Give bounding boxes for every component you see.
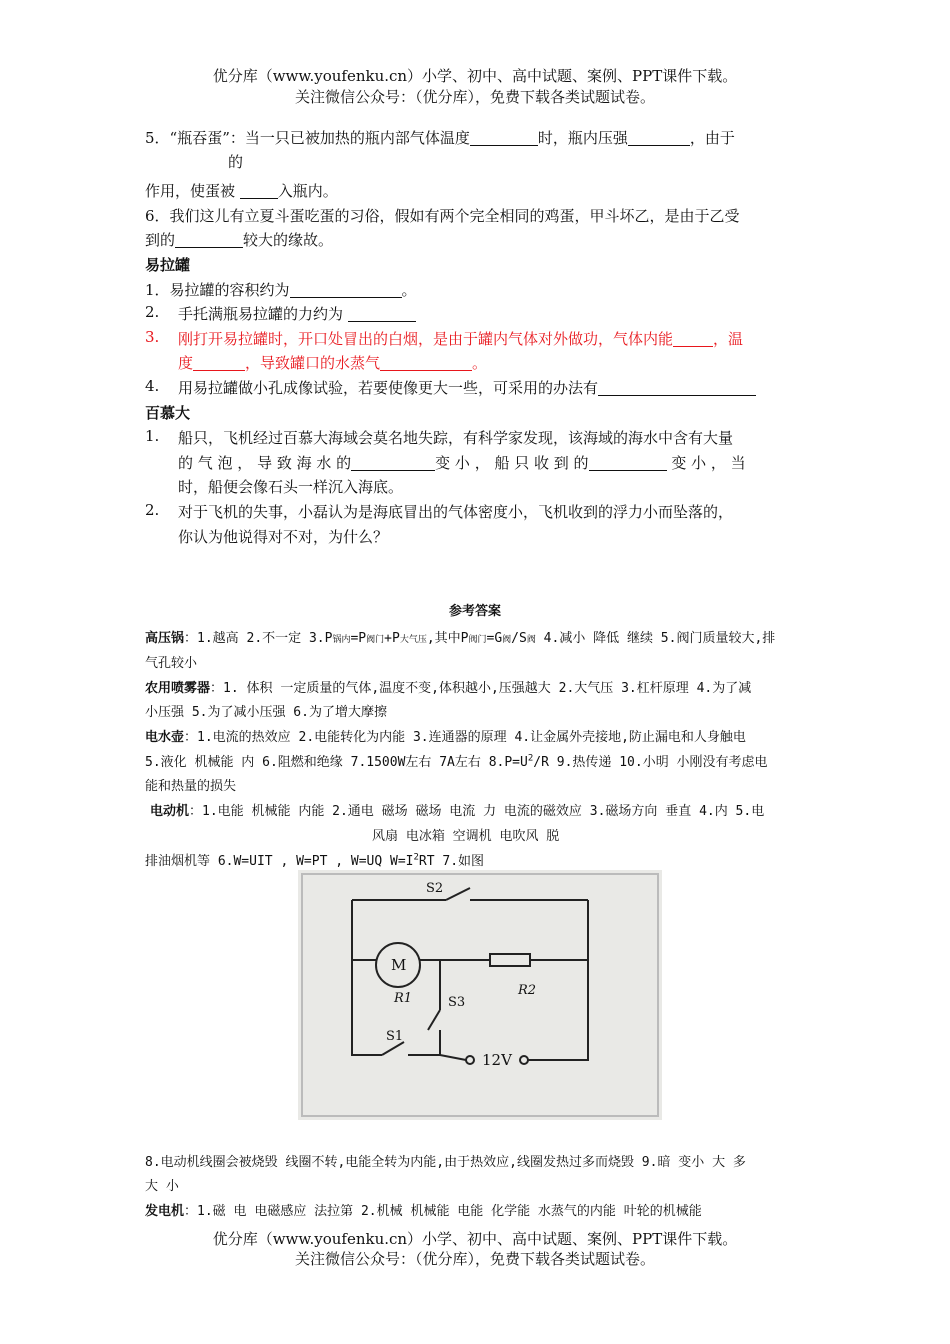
section-title-can: 易拉罐 — [145, 256, 191, 274]
answer-kettle-cont-2: 能和热量的损失 — [145, 779, 237, 794]
can-q2 — [178, 303, 416, 324]
blank — [240, 182, 278, 199]
bermuda-q2-a: 对于飞机的失事，小磊认为是海底冒出的气体密度小，飞机收到的浮力小而坠落的， — [178, 503, 734, 521]
ans-text: ：1.磁 电 电磁感应 法拉第 2.机械 机械能 电能 化学能 水蒸气的内能 叶轮的机械能 — [184, 1204, 702, 1219]
label-r2: R2 — [518, 983, 537, 998]
answers-title: 参考答案 — [448, 604, 501, 619]
superscript: 2 — [413, 852, 419, 863]
q5-text-6: 入瓶内。 — [277, 182, 338, 200]
blank — [598, 379, 756, 396]
blank — [348, 305, 416, 322]
can-q3 — [178, 328, 743, 349]
can-q2-num: 2. — [145, 303, 160, 321]
superscript: 2 — [527, 753, 534, 764]
can-q3-text-d: ，导致罐口的水蒸气 — [245, 354, 381, 372]
label-sprayer: 农用喷雾器 — [145, 681, 211, 696]
ans-text: ：1.电能 机械能 内能 2.通电 磁场 磁场 电流 力 电流的磁效应 3.磁场方向 垂直 4.内 5.电 — [189, 804, 765, 819]
ans-text: ,其中P — [426, 631, 469, 646]
blank — [589, 454, 667, 471]
answer-motor — [150, 800, 764, 819]
answer-sprayer — [145, 677, 751, 696]
blank — [175, 231, 243, 248]
label-12v: 12V — [482, 1051, 512, 1069]
q5-text-1: 5．“瓶吞蛋”：当一只已被加热的瓶内部气体温度 — [145, 129, 470, 147]
ans-text: =G — [486, 631, 503, 646]
answer-kettle-cont — [145, 751, 768, 770]
header-line-2: 关注微信公众号：（优分库），免费下载各类试题试卷。 — [294, 88, 655, 106]
q5-text-3: ，由于 — [689, 129, 735, 147]
ans-text: ：1.电流的热效应 2.电能转化为内能 3.连通器的原理 4.让金属外壳接地,防止漏电和人身触电 — [184, 730, 746, 745]
label-r1: R1 — [394, 991, 413, 1006]
can-q2-text: 手托满瓶易拉罐的力约为 — [178, 305, 348, 323]
ans-text: 5.液化 机械能 内 6.阻燃和绝缘 7.1500W左右 7A左右 8.P=U — [145, 755, 528, 770]
answer-motor-cont: 风扇 电冰箱 空调机 电吹风 脱 — [372, 829, 560, 844]
bermuda-q1-num: 1. — [145, 427, 160, 445]
ans-text: +P — [384, 631, 400, 646]
ans-text: /R 9.热传递 10.小明 小刚没有考虑电 — [533, 755, 768, 770]
circuit-diagram — [298, 870, 662, 1120]
answer-pressure-cooker-cont: 气孔较小 — [145, 656, 198, 671]
answer-pressure-cooker — [145, 627, 775, 646]
bermuda-q1-text-b: 的 气 泡 ， 导 致 海 水 的 — [178, 454, 352, 472]
blank — [470, 129, 538, 146]
ans-text: 排油烟机等 6.W=UIT , W=PT , W=UQ W=I — [145, 854, 414, 869]
blank — [673, 330, 713, 347]
bermuda-q1-b — [178, 452, 746, 473]
ans-text: RT 7.如图 — [418, 854, 485, 869]
can-q4-text: 用易拉罐做小孔成像试验，若要使像更大一些，可采用的办法有 — [178, 379, 599, 397]
ans-text: =P — [350, 631, 367, 646]
can-q4 — [178, 377, 756, 398]
q5-text-5: 作用，使蛋被 — [145, 182, 240, 200]
question-5-cont — [145, 180, 338, 201]
label-s1: S1 — [386, 1029, 404, 1044]
ans-text: 4.减小 降低 继续 5.阀门质量较大,排 — [535, 631, 776, 646]
circuit-svg — [298, 870, 662, 1120]
label-pressure-cooker: 高压锅 — [145, 631, 185, 646]
blank — [290, 281, 402, 298]
label-s3: S3 — [448, 995, 466, 1010]
subscript: 阀门 — [366, 635, 385, 645]
subscript: 阀 — [502, 635, 512, 645]
can-q3-text-c: 度 — [178, 354, 194, 372]
ans-text: ：1. 体积 一定质量的气体,温度不变,体积越小,压强越大 2.大气压 3.杠杆原理 4.为了减 — [210, 681, 752, 696]
can-q3-text-b: ，温 — [713, 330, 744, 348]
bermuda-q2-b: 你认为他说得对不对，为什么？ — [178, 528, 389, 546]
label-kettle: 电水壶 — [145, 730, 185, 745]
bermuda-q1-a: 船只，飞机经过百慕大海域会莫名地失踪，有科学家发现，该海域的海水中含有大量 — [178, 429, 734, 447]
subscript: 阀门 — [468, 635, 487, 645]
answer-generator — [145, 1200, 702, 1219]
can-q1 — [145, 279, 417, 300]
bermuda-q2-num: 2. — [145, 501, 160, 519]
section-title-bermuda: 百慕大 — [145, 404, 191, 422]
label-motor: 电动机 — [150, 804, 190, 819]
can-q3-cont — [178, 352, 487, 373]
can-q1-end: 。 — [401, 281, 417, 299]
bermuda-q1-text-c: 变 小 ， 船 只 收 到 的 — [435, 454, 589, 472]
answer-motor-cont-2 — [145, 850, 484, 869]
answer-sprayer-cont: 小压强 5.为了减小压强 6.为了增大摩擦 — [145, 705, 387, 720]
q6-text-2: 到的 — [145, 231, 176, 249]
bermuda-q1-e: 时，船便会像石头一样沉入海底。 — [178, 478, 404, 496]
q5-text-2: 时，瓶内压强 — [537, 129, 628, 147]
can-q3-text-e: 。 — [472, 354, 488, 372]
question-6: 6．我们这儿有立夏斗蛋吃蛋的习俗，假如有两个完全相同的鸡蛋，甲斗坏乙，是由于乙受 — [145, 207, 740, 225]
footer-line-2: 关注微信公众号：（优分库），免费下载各类试题试卷。 — [294, 1250, 655, 1268]
blank — [193, 354, 245, 371]
can-q3-num: 3. — [145, 328, 160, 346]
can-q4-num: 4. — [145, 377, 160, 395]
ans-text: ：1.越高 2.不一定 3.P — [184, 631, 333, 646]
blank — [351, 454, 435, 471]
can-q1-text: 1．易拉罐的容积约为 — [145, 281, 290, 299]
answer-8-cont: 大 小 — [145, 1179, 179, 1194]
blank — [628, 129, 690, 146]
bermuda-q1-text-d: 变 小 ， 当 — [666, 454, 746, 472]
label-generator: 发电机 — [145, 1204, 185, 1219]
label-s2: S2 — [426, 881, 444, 896]
subscript: 阀 — [526, 635, 536, 645]
answer-kettle — [145, 726, 746, 745]
q5-text-4: 的 — [228, 153, 244, 171]
question-6-cont — [145, 229, 333, 250]
blank — [380, 354, 472, 371]
footer-line-1: 优分库（www.youfenku.cn）小学、初中、高中试题、案例、PPT课件下载。 — [212, 1230, 738, 1248]
can-q3-text-a: 刚打开易拉罐时，开口处冒出的白烟，是由于罐内气体对外做功，气体内能 — [178, 330, 674, 348]
answer-8: 8.电动机线圈会被烧毁 线圈不转,电能全转为内能,由于热效应,线圈发热过多而烧毁 9.暗 变小 大 多 — [145, 1155, 746, 1170]
ans-text: /S — [511, 631, 527, 646]
subscript: 大气压 — [399, 635, 427, 645]
subscript: 锅内 — [332, 635, 351, 645]
header-line-1: 优分库（www.youfenku.cn）小学、初中、高中试题、案例、PPT课件下载。 — [212, 67, 738, 85]
question-5 — [145, 127, 735, 148]
q6-text-3: 较大的缘故。 — [243, 231, 334, 249]
label-m: M — [391, 956, 407, 974]
